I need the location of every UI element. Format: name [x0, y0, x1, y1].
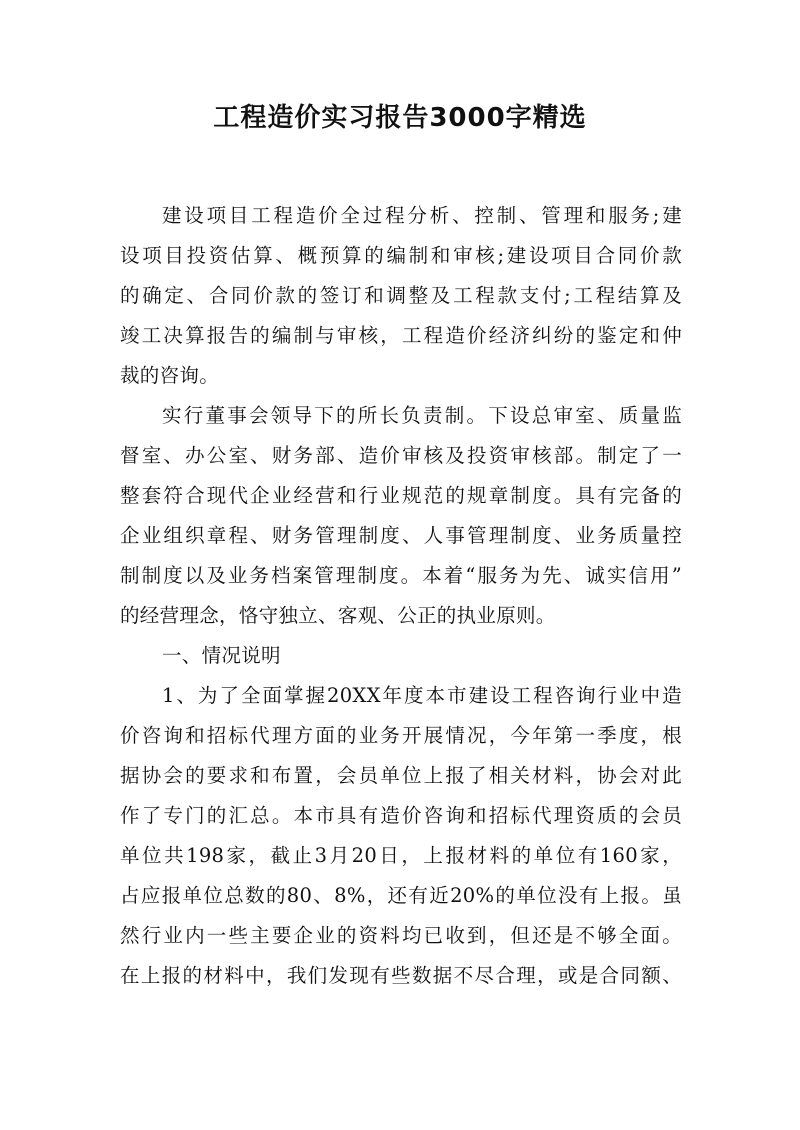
paragraph-3-line-4: 作了专门的汇总。本市具有造价咨询和招标代理资质的会员: [120, 804, 682, 827]
paragraph-2-line-3: 整套符合现代企业经营和行业规范的规章制度。具有完备的: [120, 484, 682, 507]
paragraph-1-line-1: 建设项目工程造价全过程分析、控制、管理和服务;建: [162, 204, 682, 227]
paragraph-3-line-1: 1、为了全面掌握20XX年度本市建设工程咨询行业中造: [162, 684, 682, 707]
paragraph-3-line-6: 占应报单位总数的80、8%，还有近20%的单位没有上报。虽: [120, 884, 682, 907]
paragraph-3-line-3: 据协会的要求和布置，会员单位上报了相关材料，协会对此: [120, 764, 682, 787]
document-title: 工程造价实习报告3000字精选: [213, 103, 587, 133]
paragraph-2-line-2: 督室、办公室、财务部、造价审核及投资审核部。制定了一: [120, 444, 682, 467]
paragraph-3-line-5: 单位共198家，截止3月20日，上报材料的单位有160家，: [120, 844, 682, 867]
document-body: [120, 196, 682, 996]
paragraph-3-line-2: 价咨询和招标代理方面的业务开展情况，今年第一季度，根: [120, 724, 682, 747]
section-heading: 一、情况说明: [162, 644, 281, 667]
paragraph-2-line-5: 制制度以及业务档案管理制度。本着“服务为先、诚实信用”: [120, 564, 682, 587]
paragraph-2-line-6: 的经营理念，恪守独立、客观、公正的执业原则。: [120, 604, 556, 627]
paragraph-1-line-2: 设项目投资估算、概预算的编制和审核;建设项目合同价款: [120, 244, 682, 267]
paragraph-1-line-4: 竣工决算报告的编制与审核，工程造价经济纠纷的鉴定和仲: [120, 324, 682, 347]
paragraph-2-line-1: 实行董事会领导下的所长负责制。下设总审室、质量监: [162, 404, 682, 427]
paragraph-1-line-3: 的确定、合同价款的签订和调整及工程款支付;工程结算及: [120, 284, 682, 307]
paragraph-1-line-5: 裁的咨询。: [120, 364, 220, 387]
paragraph-3-line-7: 然行业内一些主要企业的资料均已收到，但还是不够全面。: [120, 924, 682, 947]
paragraph-2-line-4: 企业组织章程、财务管理制度、人事管理制度、业务质量控: [120, 524, 682, 547]
paragraph-3-line-8: 在上报的材料中，我们发现有些数据不尽合理，或是合同额、: [120, 964, 682, 987]
